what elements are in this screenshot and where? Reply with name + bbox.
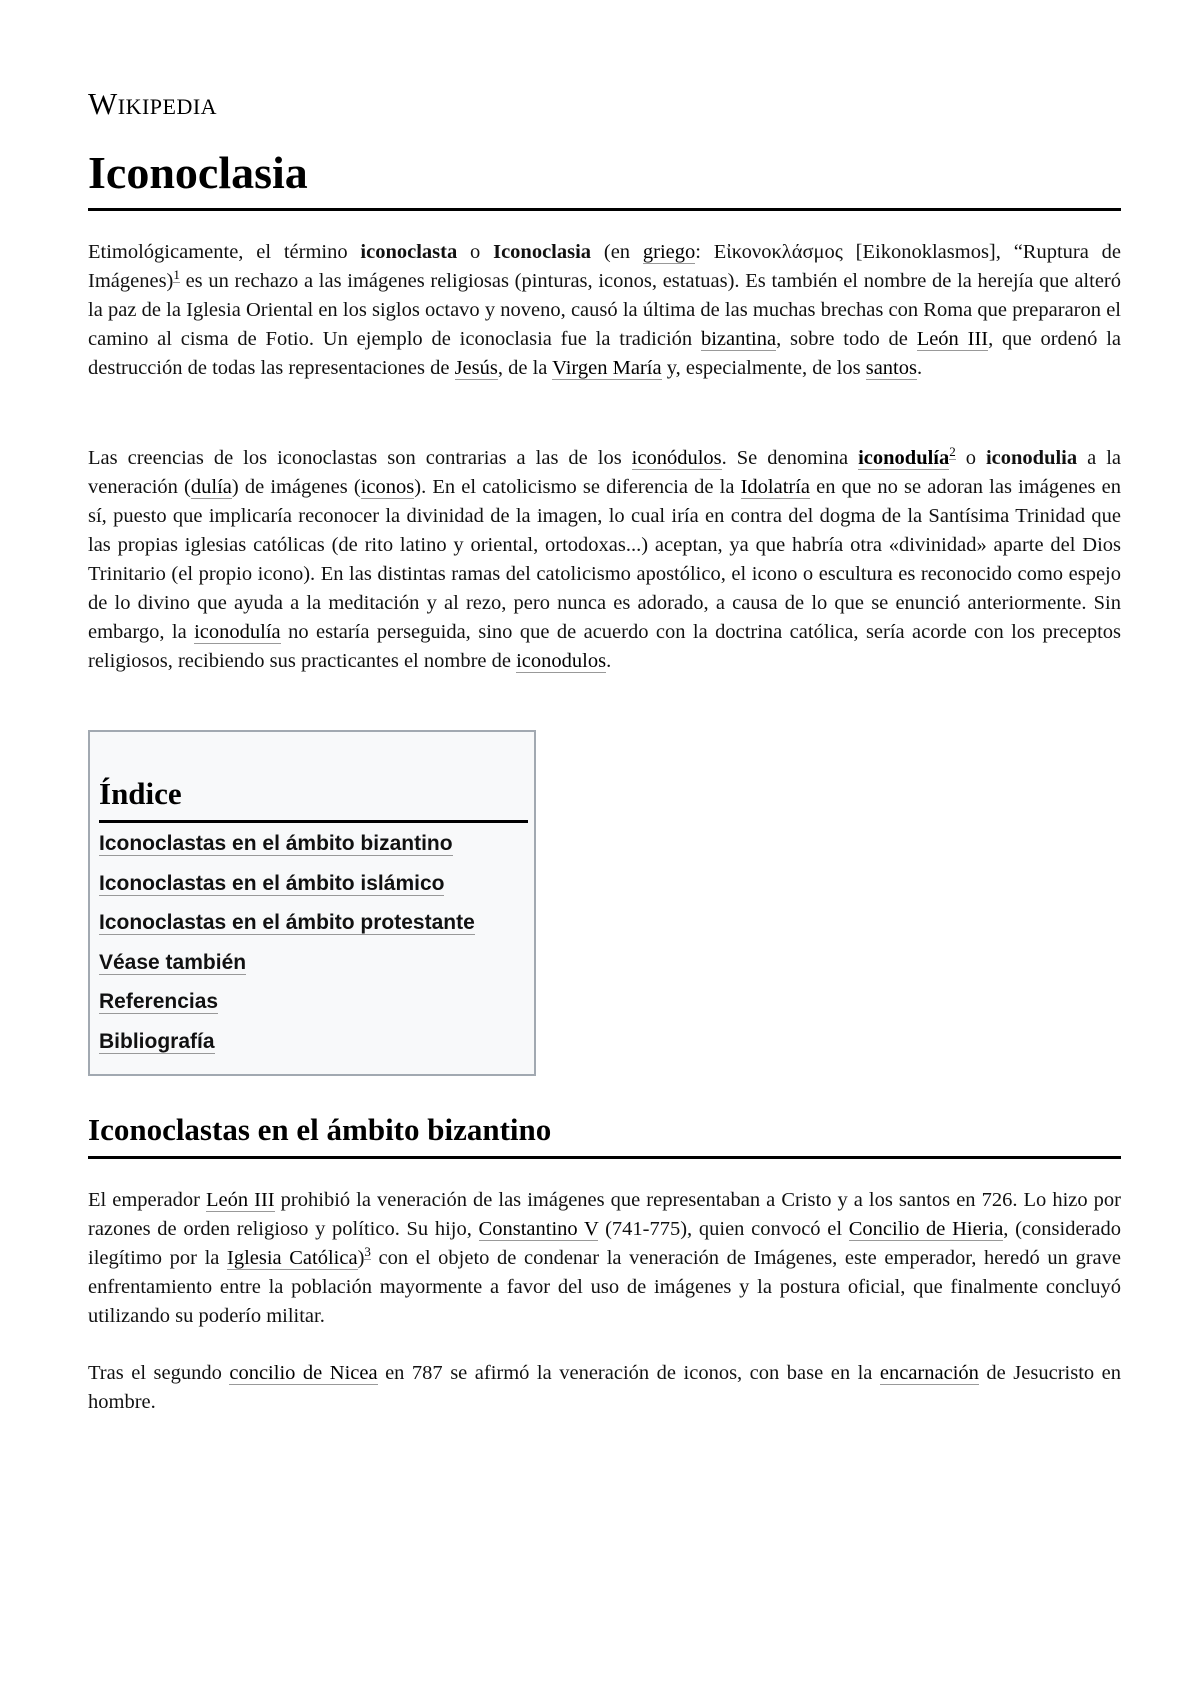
section-heading-bizantino: Iconoclastas en el ámbito bizantino <box>88 1112 552 1147</box>
toc-list <box>99 828 475 1065</box>
toc-title: Índice <box>99 776 182 811</box>
section-divider <box>88 1156 1121 1159</box>
footnote-ref-3[interactable]: 3 <box>364 1244 371 1260</box>
bold-term: Iconoclasia <box>493 241 592 263</box>
intro-paragraph-1: Etimológicamente, el término iconoclasta o Iconoclasia (en griego: Εἰκονοκλάσμος [Eikonoklasmos], “Ruptura de Imágenes)$^1$ es un rechazo a las imágenes religiosas (pinturas, iconos, estatuas). Es también el nombre de la herejía que alteró la paz de la Iglesia Oriental en los siglos octavo y noveno, causó la última de las muchas brechas con Roma que prepararon el camino al cisma de Fotio. Un ejemplo de iconoclasia fue la tradición bizantina, sobre todo de León III, que ordenó la destrucción de todas las representaciones de Jesús, de la Virgen María y, especialmente, de los santos. <box>88 241 1121 379</box>
toc-item <box>99 828 475 868</box>
link-santos[interactable]: santos <box>865 357 917 379</box>
link-iconodulos-2[interactable]: iconodulos <box>516 650 607 672</box>
toc-link-vease-tambien[interactable]: Véase también <box>99 950 247 974</box>
link-iglesia-catolica[interactable]: Iglesia Católica <box>227 1247 358 1269</box>
toc-link-bibliografia[interactable]: Bibliografía <box>99 1029 215 1053</box>
link-encarnacion[interactable]: encarnación <box>879 1362 979 1384</box>
toc-link-islamico[interactable]: Iconoclastas en el ámbito islámico <box>99 871 445 895</box>
link-idolatria[interactable]: Idolatría <box>740 476 811 498</box>
table-of-contents <box>88 730 536 1076</box>
section-paragraph-2: Tras el segundo concilio de Nicea en 787 se afirmó la veneración de iconos, con base en la encarnación de Jesucristo en hombre. <box>88 1362 1121 1413</box>
footnote-ref-1[interactable]: 1 <box>173 267 180 283</box>
link-dulia[interactable]: dulía <box>190 476 232 498</box>
toc-item <box>99 907 475 947</box>
title-divider <box>88 208 1121 211</box>
link-concilio-de-hieria[interactable]: Concilio de Hieria <box>848 1218 1004 1240</box>
page-title: Iconoclasia <box>88 147 308 198</box>
toc-divider <box>99 820 528 823</box>
link-griego[interactable]: griego <box>642 241 696 263</box>
footnote-ref-2[interactable]: 2 <box>949 444 956 460</box>
link-iconodulos[interactable]: iconódulos <box>631 447 722 469</box>
toc-link-protestante[interactable]: Iconoclastas en el ámbito protestante <box>99 911 475 934</box>
wikipedia-logo[interactable]: Wikipedia <box>88 86 218 121</box>
link-iconodulia[interactable]: iconodulía <box>194 621 281 643</box>
link-leon-iii[interactable]: León III <box>916 328 989 350</box>
toc-item <box>99 947 475 987</box>
link-constantino-v[interactable]: Constantino V <box>478 1218 599 1240</box>
link-leon-iii-2[interactable]: León III <box>205 1189 275 1211</box>
intro-paragraph-2: Las creencias de los iconoclastas son contrarias a las de los iconódulos. Se denomina iconodulía$^2$ o iconodulia a la veneración (dulía) de imágenes (iconos). En el catolicismo se diferencia de la Idolatría en que no se adoran las imágenes en sí, puesto que implicaría reconocer la divinidad de la imagen, lo cual iría en contra del dogma de la Santísima Trinidad que las propias iglesias católicas (de rito latino y oriental, ortodoxas...) aceptan, ya que habría otra «divinidad» aparte del Dios Trinitario (el propio icono). En las distintas ramas del catolicismo apostólico, el icono o escultura es reconocido como espejo de lo divino que ayuda a la meditación y al rezo, pero nunca es adorado, a causa de lo que se enunció anteriormente. Sin embargo, la iconodulía no estaría perseguida, sino que de acuerdo con la doctrina católica, sería acorde con los preceptos religiosos, recibiendo sus practicantes el nombre de iconodulos. <box>88 444 1122 672</box>
bold-term: iconoclasta <box>360 241 458 263</box>
link-concilio-de-nicea[interactable]: concilio de Nicea <box>229 1362 378 1384</box>
link-virgen-maria[interactable]: Virgen María <box>552 357 662 379</box>
link-iconos[interactable]: iconos <box>360 476 415 498</box>
link-bizantina[interactable]: bizantina <box>700 328 777 350</box>
bold-term: iconodulia <box>985 447 1078 469</box>
toc-link-bizantino[interactable]: Iconoclastas en el ámbito bizantino <box>99 832 453 855</box>
toc-item <box>99 868 475 908</box>
link-iconodulia-bold[interactable]: iconodulía <box>858 447 950 469</box>
toc-link-referencias[interactable]: Referencias <box>99 990 219 1013</box>
section-paragraph-1: El emperador León III prohibió la veneración de las imágenes que representaban a Cristo y a los santos en 726. Lo hizo por razones de orden religioso y político. Su hijo, Constantino V (741-775), quien convocó el Concilio de Hieria, (considerado ilegítimo por la Iglesia Católica)$^3$ con el objeto de condenar la veneración de Imágenes, este emperador, heredó un grave enfrentamiento entre la población mayormente a favor del uso de imágenes y la postura oficial, que finalmente concluyó utilizando su poderío militar. <box>88 1189 1121 1327</box>
toc-item <box>99 986 475 1026</box>
link-jesus[interactable]: Jesús <box>454 357 498 379</box>
toc-item <box>99 1026 475 1066</box>
